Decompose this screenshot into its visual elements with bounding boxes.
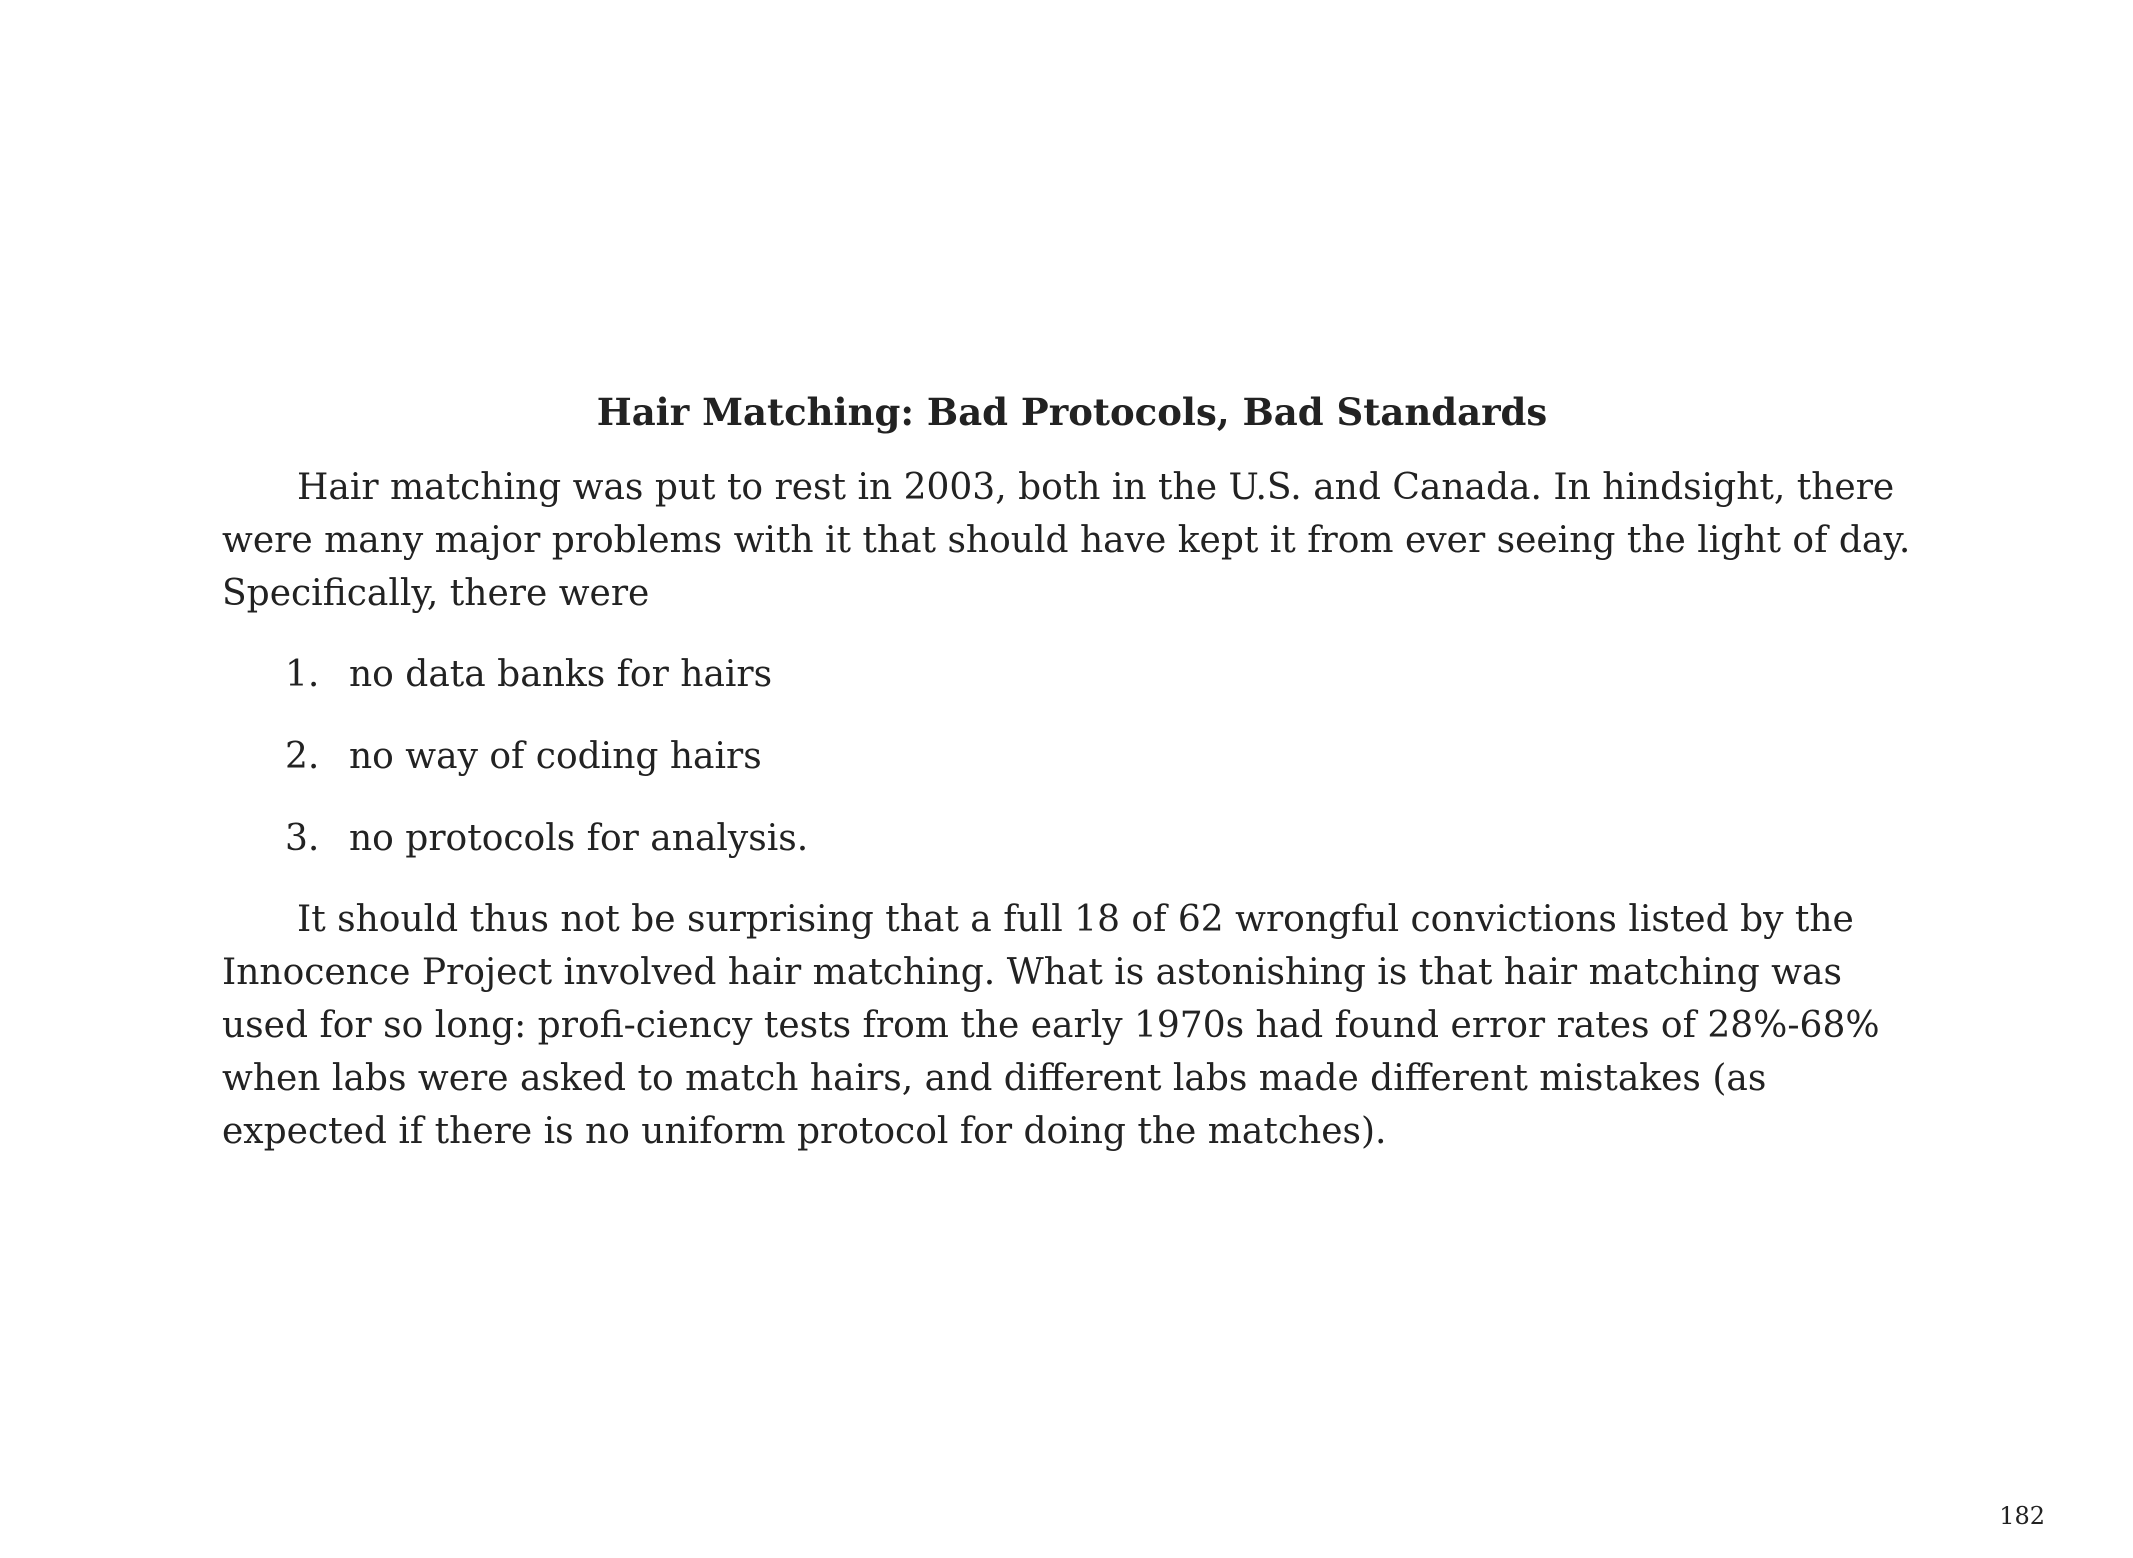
list-item-number: 2. xyxy=(285,736,320,777)
list-item xyxy=(222,648,1922,701)
list-item xyxy=(222,730,1922,783)
list-item-text: no protocols for analysis. xyxy=(349,818,809,859)
list-item xyxy=(222,812,1922,865)
page-content xyxy=(222,385,1922,1158)
list-item-number: 3. xyxy=(285,818,320,859)
page-number: 182 xyxy=(1999,1502,2045,1530)
section-heading: Hair Matching: Bad Protocols, Bad Standards xyxy=(596,390,1548,434)
list-item-text: no way of coding hairs xyxy=(349,736,762,777)
list-item-text: no data banks for hairs xyxy=(349,654,773,695)
list-item-number: 1. xyxy=(285,654,320,695)
intro-paragraph: Hair matching was put to rest in 2003, both in the U.S. and Canada. In hindsight, there were many major problems with it that should have kept it from ever seeing the light of day. Specifically, there were xyxy=(222,467,1911,614)
problems-list xyxy=(222,648,1922,865)
conclusion-paragraph: It should thus not be surprising that a full 18 of 62 wrongful convictions listed by the Innocence Project involved hair matching. What is astonishing is that hair matching was used for so long: profi-ciency tests from the early 1970s had found error rates of 28%-68% when labs were asked to match hairs, and different labs made different mistakes (as expected if there is no uniform protocol for doing the matches). xyxy=(222,899,1880,1152)
